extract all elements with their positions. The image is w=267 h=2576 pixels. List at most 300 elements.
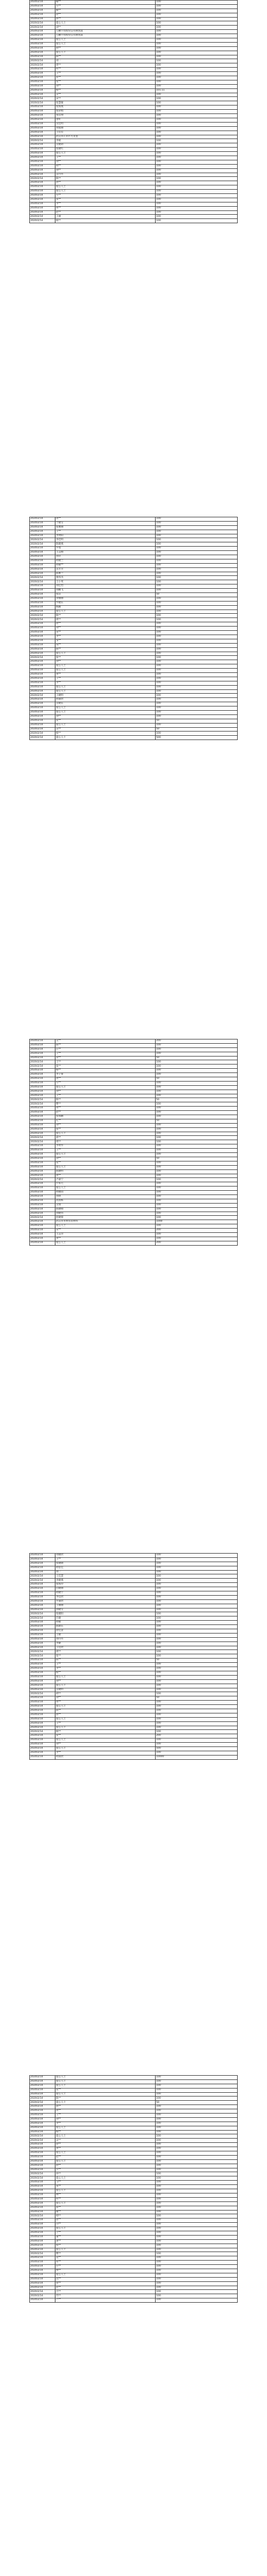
amount-cell: 100 — [156, 1199, 238, 1203]
donor-name-cell: 杨** — [55, 88, 156, 93]
table-row — [30, 1688, 238, 1692]
donor-name-cell: 董** — [55, 2235, 156, 2239]
amount-cell: 100 — [156, 1684, 238, 1688]
table-row — [30, 710, 238, 714]
donor-name-cell: 爱心人士 — [55, 2076, 156, 2080]
donation-date-cell: 2020/2/14 — [30, 2273, 55, 2277]
donation-date-cell: 2020/2/14 — [30, 30, 55, 34]
donor-name-cell: 王佳慧 — [55, 1574, 156, 1579]
amount-cell: 100 — [156, 614, 238, 618]
amount-cell: 100 — [156, 639, 238, 643]
amount-cell: 100 — [156, 1043, 238, 1047]
donor-name-cell: 爱心人士 — [55, 652, 156, 656]
donation-date-cell: 2020/2/14 — [30, 1688, 55, 1692]
table-row — [30, 1187, 238, 1191]
amount-cell: 100 — [156, 51, 238, 55]
donation-date-cell: 2020/2/14 — [30, 1102, 55, 1107]
amount-cell: 100 — [156, 2172, 238, 2176]
donation-date-cell: 2020/2/14 — [30, 173, 55, 177]
amount-cell: 100 — [156, 1705, 238, 1709]
table-row — [30, 694, 238, 698]
amount-cell: 100 — [156, 63, 238, 68]
amount-cell: 50 — [156, 1056, 238, 1060]
donation-date-cell: 2020/2/14 — [30, 1579, 55, 1583]
donor-name-cell: 陈** — [55, 1043, 156, 1047]
amount-cell: 100 — [156, 30, 238, 34]
donation-date-cell: 2020/2/14 — [30, 1570, 55, 1574]
donor-name-cell: 李** — [55, 1751, 156, 1755]
donation-date-cell: 2020/2/14 — [30, 2139, 55, 2143]
donor-name-cell: 王晓明 — [55, 694, 156, 698]
amount-cell: 100 — [156, 190, 238, 194]
donation-date-cell: 2020/2/14 — [30, 1637, 55, 1642]
amount-cell: 100 — [156, 21, 238, 26]
table-row — [30, 2235, 238, 2239]
donation-date-cell: 2020/2/14 — [30, 1675, 55, 1679]
table-row — [30, 1713, 238, 1717]
table-row — [30, 2281, 238, 2286]
amount-cell: 100 — [156, 525, 238, 530]
donation-date-cell: 2020/2/14 — [30, 1646, 55, 1650]
donation-date-cell: 2020/2/14 — [30, 101, 55, 105]
table-row — [30, 605, 238, 610]
amount-cell: 100 — [156, 1654, 238, 1659]
donor-name-cell: 谢** — [55, 2210, 156, 2214]
table-row — [30, 4, 238, 9]
amount-cell: 100 — [156, 1, 238, 5]
donation-date-cell: 2020/2/14 — [30, 530, 55, 534]
donation-date-cell: 2020/2/14 — [30, 114, 55, 118]
amount-cell: 100 — [156, 555, 238, 559]
donor-name-cell: 刘倩 — [55, 1194, 156, 1199]
table-row — [30, 1692, 238, 1696]
table-row — [30, 2159, 238, 2164]
amount-cell: 100 — [156, 1153, 238, 1157]
donor-name-cell: 刘** — [55, 660, 156, 664]
donor-name-cell: 王** — [55, 1094, 156, 1098]
table-row — [30, 1216, 238, 1220]
donation-date-cell: 2020/2/14 — [30, 677, 55, 681]
donation-date-cell: 2020/2/14 — [30, 63, 55, 68]
donation-table — [29, 1039, 238, 1246]
donor-name-cell: 刘** — [55, 1743, 156, 1747]
amount-cell: 100 — [156, 160, 238, 164]
donor-name-cell: 刘** — [55, 1123, 156, 1127]
donation-date-cell: 2020/2/14 — [30, 97, 55, 101]
donor-name-cell: 邓** — [55, 1136, 156, 1140]
donation-date-cell: 2020/2/14 — [30, 685, 55, 689]
donation-date-cell: 2020/2/14 — [30, 589, 55, 593]
amount-cell: 100 — [156, 13, 238, 17]
amount-cell: 100 — [156, 1165, 238, 1169]
table-row — [30, 610, 238, 614]
donation-date-cell: 2020/2/14 — [30, 2079, 55, 2084]
donation-date-cell: 2020/2/14 — [30, 72, 55, 76]
amount-cell: 100 — [156, 1232, 238, 1237]
donor-name-cell: 张晓红 — [55, 148, 156, 152]
table-row — [30, 2084, 238, 2088]
amount-cell: 100 — [156, 59, 238, 63]
donation-date-cell: 2020/2/14 — [30, 2256, 55, 2261]
amount-cell: 100 — [156, 17, 238, 21]
amount-cell: 100 — [156, 1069, 238, 1073]
donation-date-cell: 2020/2/14 — [30, 2269, 55, 2273]
amount-cell: 100 — [156, 660, 238, 664]
amount-cell: 100 — [156, 1216, 238, 1220]
amount-cell: 100 — [156, 1174, 238, 1178]
amount-cell: 100 — [156, 1085, 238, 1090]
table-row — [30, 723, 238, 727]
amount-cell: 100 — [156, 2117, 238, 2122]
donation-table — [29, 1553, 238, 1760]
amount-cell: 100 — [156, 135, 238, 139]
donor-name-cell: 徐** — [55, 13, 156, 17]
amount-cell: 100 — [156, 610, 238, 614]
donor-name-cell: 何** — [55, 68, 156, 72]
donor-name-cell: 胡敏 — [55, 1621, 156, 1625]
donor-name-cell: 爱心人士 — [55, 21, 156, 26]
table-row — [30, 206, 238, 210]
donor-name-cell: 杨** — [55, 1730, 156, 1734]
table-row — [30, 1220, 238, 1224]
table-row — [30, 1169, 238, 1174]
donor-name-cell: 爱心人士 — [55, 1224, 156, 1229]
donor-name-cell: 方** — [55, 1081, 156, 1085]
table-row — [30, 2227, 238, 2231]
table-row — [30, 63, 238, 68]
donation-date-cell: 2020/2/14 — [30, 1224, 55, 1229]
ledger-page-4 — [29, 1553, 237, 1760]
donor-name-cell: 方** — [55, 193, 156, 198]
donation-date-cell: 2020/2/14 — [30, 593, 55, 597]
amount-cell: 100 — [156, 1140, 238, 1144]
amount-cell: 100 — [156, 2261, 238, 2265]
donor-name-cell: 李** — [55, 1667, 156, 1671]
amount-cell: 100 — [156, 152, 238, 156]
amount-cell: 100 — [156, 2281, 238, 2286]
donor-name-cell: 刘** — [55, 168, 156, 173]
table-row — [30, 656, 238, 660]
table-row — [30, 1111, 238, 1115]
donor-name-cell: 罗旭 — [55, 547, 156, 551]
amount-cell: 100 — [156, 2159, 238, 2164]
donor-name-cell: 陈** — [55, 55, 156, 59]
donation-date-cell: 2020/2/14 — [30, 9, 55, 13]
table-row — [30, 702, 238, 706]
table-row — [30, 2189, 238, 2193]
amount-cell: 100 — [156, 1637, 238, 1642]
table-row — [30, 635, 238, 639]
amount-cell: 100 — [156, 2181, 238, 2185]
donation-date-cell: 2020/2/14 — [30, 681, 55, 685]
amount-cell: 100 — [156, 1187, 238, 1191]
donor-name-cell: 爱心人士 — [55, 1717, 156, 1721]
amount-cell: 100 — [156, 42, 238, 46]
table-row — [30, 1717, 238, 1721]
amount-cell: 100 — [156, 1621, 238, 1625]
amount-cell: 100 — [156, 1107, 238, 1111]
donor-name-cell: 周** — [55, 1701, 156, 1705]
donation-date-cell: 2020/2/14 — [30, 572, 55, 576]
donation-date-cell: 2020/2/14 — [30, 1174, 55, 1178]
amount-cell: 100 — [156, 2277, 238, 2281]
donor-name-cell: 王志洋 — [55, 1232, 156, 1237]
donor-name-cell: 胡** — [55, 164, 156, 168]
table-row — [30, 118, 238, 122]
donor-name-cell: 傅** — [55, 2269, 156, 2273]
donor-name-cell: 爱心人士 — [55, 736, 156, 740]
amount-cell: 100 — [156, 2210, 238, 2214]
donor-name-cell: 刘鹏飞 — [55, 589, 156, 593]
table-row — [30, 2096, 238, 2101]
donor-name-cell: 张** — [55, 1654, 156, 1659]
table-row — [30, 42, 238, 46]
donor-name-cell: 曹** — [55, 1102, 156, 1107]
donation-date-cell: 2020/2/14 — [30, 2261, 55, 2265]
amount-cell: 100 — [156, 584, 238, 589]
donation-date-cell: 2020/2/14 — [30, 2155, 55, 2159]
donation-date-cell: 2020/2/14 — [30, 181, 55, 185]
donor-name-cell: 爱心人士 — [55, 689, 156, 694]
amount-cell: 100 — [156, 1717, 238, 1721]
amount-cell: 500 — [156, 1746, 238, 1751]
donor-name-cell: 杨** — [55, 2130, 156, 2134]
amount-cell: 100 — [156, 1646, 238, 1650]
table-row — [30, 601, 238, 605]
donation-date-cell: 2020/2/14 — [30, 156, 55, 160]
donor-name-cell: 胡晓雨 — [55, 1191, 156, 1195]
donor-name-cell: 爱心人士 — [55, 1187, 156, 1191]
table-row — [30, 177, 238, 181]
donation-date-cell: 2020/2/14 — [30, 1127, 55, 1132]
donation-date-cell: 2020/2/14 — [30, 2277, 55, 2281]
table-row — [30, 1583, 238, 1587]
donation-date-cell: 2020/2/14 — [30, 84, 55, 88]
donor-name-cell: 爱心人士 — [55, 1726, 156, 1730]
donation-date-cell: 2020/2/14 — [30, 59, 55, 63]
table-row — [30, 1746, 238, 1751]
donation-date-cell: 2020/2/14 — [30, 68, 55, 72]
amount-cell: 100 — [156, 110, 238, 114]
amount-cell: 100 — [156, 2143, 238, 2147]
donation-date-cell: 2020/2/14 — [30, 605, 55, 610]
amount-cell: 100 — [156, 1562, 238, 1566]
donor-name-cell: 杨** — [55, 1671, 156, 1675]
donation-date-cell: 2020/2/14 — [30, 1713, 55, 1717]
table-row — [30, 105, 238, 110]
table-row — [30, 34, 238, 38]
donation-date-cell: 2020/2/14 — [30, 2076, 55, 2080]
donation-date-cell: 2020/2/14 — [30, 21, 55, 26]
donor-name-cell: 方** — [55, 4, 156, 9]
donor-name-cell: 孙** — [55, 181, 156, 185]
amount-cell: 100 — [156, 618, 238, 622]
table-row — [30, 669, 238, 673]
table-row — [30, 1679, 238, 1684]
amount-cell: 100 — [156, 1574, 238, 1579]
donation-date-cell: 2020/2/14 — [30, 631, 55, 635]
donor-name-cell: 王丽丽 — [55, 1604, 156, 1608]
donation-date-cell: 2020/2/14 — [30, 647, 55, 652]
donation-date-cell: 2020/2/14 — [30, 2201, 55, 2206]
table-row — [30, 2185, 238, 2189]
donation-date-cell: 2020/2/14 — [30, 26, 55, 30]
table-row — [30, 2269, 238, 2273]
amount-cell: 100 — [156, 164, 238, 168]
donation-date-cell: 2020/2/14 — [30, 2290, 55, 2294]
donor-name-cell: 张晓晓 — [55, 1562, 156, 1566]
donor-name-cell: 王** — [55, 1060, 156, 1064]
table-row — [30, 727, 238, 732]
amount-cell: 100 — [156, 1194, 238, 1199]
table-row — [30, 2088, 238, 2092]
table-row — [30, 2277, 238, 2281]
table-row — [30, 2155, 238, 2159]
donor-name-cell: 杨** — [55, 1069, 156, 1073]
donation-date-cell: 2020/2/14 — [30, 2151, 55, 2156]
donation-date-cell: 2020/2/14 — [30, 1182, 55, 1187]
amount-cell: 100 — [156, 1587, 238, 1591]
table-row — [30, 2201, 238, 2206]
amount-cell: 100 — [156, 2290, 238, 2294]
table-row — [30, 593, 238, 597]
amount-cell: 100 — [156, 1123, 238, 1127]
donor-name-cell: 于晓雪 — [55, 521, 156, 525]
table-row — [30, 215, 238, 219]
table-row — [30, 148, 238, 152]
donor-name-cell: 吴佳明 — [55, 122, 156, 126]
table-row — [30, 614, 238, 618]
donation-table — [29, 2075, 238, 2303]
amount-cell: 100 — [156, 714, 238, 719]
amount-cell: 100 — [156, 530, 238, 534]
table-row — [30, 538, 238, 542]
table-row — [30, 193, 238, 198]
donation-date-cell: 2020/2/14 — [30, 1220, 55, 1224]
amount-cell: 100 — [156, 2193, 238, 2197]
donor-name-cell: 吴** — [55, 2139, 156, 2143]
donor-name-cell: 萧** — [55, 2239, 156, 2244]
donation-date-cell: 2020/2/14 — [30, 702, 55, 706]
table-row — [30, 2126, 238, 2130]
amount-cell: 100 — [156, 97, 238, 101]
donation-date-cell: 2020/2/14 — [30, 542, 55, 547]
donation-date-cell: 2020/2/14 — [30, 601, 55, 605]
donation-date-cell: 2020/2/14 — [30, 1562, 55, 1566]
amount-cell: 100 — [156, 173, 238, 177]
donor-name-cell: 刘爱丽 — [55, 126, 156, 131]
amount-cell: 100 — [156, 694, 238, 698]
amount-cell: 100 — [156, 156, 238, 160]
donation-date-cell: 2020/2/14 — [30, 4, 55, 9]
donation-date-cell: 2020/2/14 — [30, 2227, 55, 2231]
donor-name-cell: 李佳明 — [55, 538, 156, 542]
donor-name-cell: 周** — [55, 1107, 156, 1111]
donor-name-cell: 汪** — [55, 1047, 156, 1052]
amount-cell: 100 — [156, 563, 238, 567]
table-row — [30, 1608, 238, 1612]
table-row — [30, 80, 238, 84]
amount-cell: 100 — [156, 2126, 238, 2130]
amount-cell: 100 — [156, 702, 238, 706]
donation-date-cell: 2020/2/14 — [30, 736, 55, 740]
table-row — [30, 1165, 238, 1169]
table-row — [30, 530, 238, 534]
table-row — [30, 1039, 238, 1044]
amount-cell: 100 — [156, 1675, 238, 1679]
table-row — [30, 1625, 238, 1629]
donation-date-cell: 2020/2/14 — [30, 1679, 55, 1684]
donor-name-cell: 刘** — [55, 714, 156, 719]
donation-date-cell: 2020/2/14 — [30, 1730, 55, 1734]
amount-cell: 100 — [156, 1161, 238, 1165]
donation-date-cell: 2020/2/14 — [30, 215, 55, 219]
donation-date-cell: 2020/2/14 — [30, 1692, 55, 1696]
amount-cell: 100 — [156, 219, 238, 223]
table-row — [30, 30, 238, 34]
table-row — [30, 2193, 238, 2197]
donation-date-cell: 2020/2/14 — [30, 1144, 55, 1149]
table-row — [30, 681, 238, 685]
table-row — [30, 114, 238, 118]
donation-date-cell: 2020/2/14 — [30, 559, 55, 563]
table-row — [30, 1566, 238, 1570]
donor-name-cell: 胡** — [55, 46, 156, 51]
amount-cell: 50 — [156, 1077, 238, 1082]
donor-name-cell: 刘** — [55, 26, 156, 30]
amount-cell: 100 — [156, 2176, 238, 2181]
table-row — [30, 1232, 238, 1237]
donation-date-cell: 2020/2/14 — [30, 1136, 55, 1140]
donation-date-cell: 2020/2/14 — [30, 622, 55, 627]
amount-cell: 100 — [156, 2286, 238, 2290]
amount-cell: 100 — [156, 1115, 238, 1119]
donation-date-cell: 2020/2/14 — [30, 1591, 55, 1596]
donor-name-cell: 赵** — [55, 210, 156, 215]
amount-cell: 100 — [156, 1237, 238, 1241]
amount-cell: 100 — [156, 1149, 238, 1153]
amount-cell: 100 — [156, 2294, 238, 2298]
amount-cell: 100 — [156, 1726, 238, 1730]
donor-name-cell: 郭** — [55, 1713, 156, 1717]
amount-cell: 50 — [156, 727, 238, 732]
donation-date-cell: 2020/2/14 — [30, 2239, 55, 2244]
donation-date-cell: 2020/2/14 — [30, 1047, 55, 1052]
donation-date-cell: 2020/2/14 — [30, 2092, 55, 2096]
table-row — [30, 2079, 238, 2084]
amount-cell: 100 — [156, 9, 238, 13]
donation-date-cell: 2020/2/14 — [30, 1232, 55, 1237]
amount-cell: 100 — [156, 631, 238, 635]
amount-cell: 100 — [156, 2189, 238, 2193]
donation-date-cell: 2020/2/14 — [30, 2147, 55, 2151]
donor-name-cell: 吴** — [55, 727, 156, 732]
donation-date-cell: 2020/2/14 — [30, 1237, 55, 1241]
table-row — [30, 1136, 238, 1140]
donor-name-cell: 胡** — [55, 1692, 156, 1696]
table-row — [30, 2244, 238, 2248]
donor-name-cell: 宋** — [55, 1229, 156, 1233]
donor-name-cell: 程** — [55, 2244, 156, 2248]
amount-cell: 100 — [156, 1144, 238, 1149]
table-row — [30, 210, 238, 215]
amount-cell: 100 — [156, 181, 238, 185]
amount-cell: 100 — [156, 1182, 238, 1187]
donor-name-cell: 何** — [55, 2197, 156, 2201]
table-row — [30, 1237, 238, 1241]
table-row — [30, 1587, 238, 1591]
amount-cell: 100 — [156, 1692, 238, 1696]
